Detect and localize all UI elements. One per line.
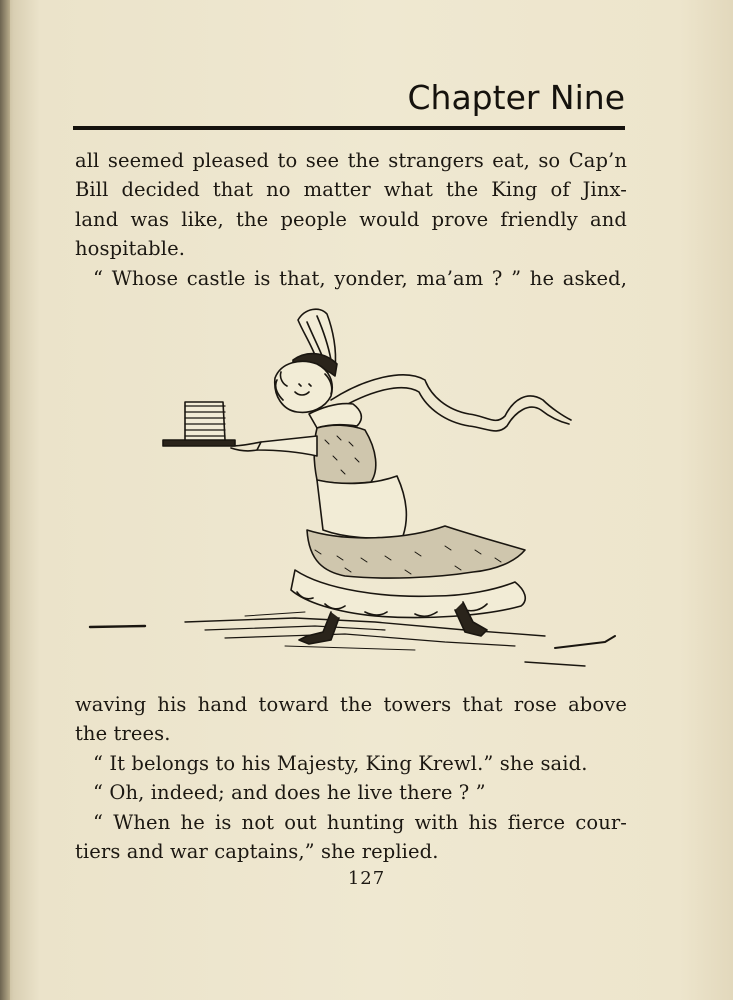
text-line: “ Oh, indeed; and does he live there ? ”	[93, 781, 486, 805]
text-line: hospitable.	[75, 237, 186, 261]
text-line: “ It belongs to his Majesty, King Krewl.” she said.	[93, 751, 588, 775]
text-line: land was like, the people would prove friendly and	[75, 207, 627, 231]
text-line: Bill decided that no matter what the King of Jinx-	[75, 178, 627, 202]
text-line: “ When he is not out hunting with his fierce cour-	[93, 810, 627, 834]
text-line: “ Whose castle is that, yonder, ma’am ? ” he asked,	[93, 266, 627, 290]
illustration-maid-carrying-cakes	[85, 300, 620, 670]
text-line: waving his hand toward the towers that rose above	[75, 693, 627, 716]
book-gutter	[0, 0, 10, 1000]
top-paragraph	[75, 146, 627, 293]
text-line: the trees.	[75, 722, 171, 746]
page-number: 127	[347, 868, 386, 889]
chapter-rule	[73, 126, 625, 130]
bottom-paragraph	[75, 690, 627, 866]
chapter-title: Chapter Nine	[407, 78, 625, 117]
text-line: all seemed pleased to see the strangers eat, so Cap’n	[75, 149, 627, 172]
text-line: tiers and war captains,” she replied.	[75, 839, 439, 863]
